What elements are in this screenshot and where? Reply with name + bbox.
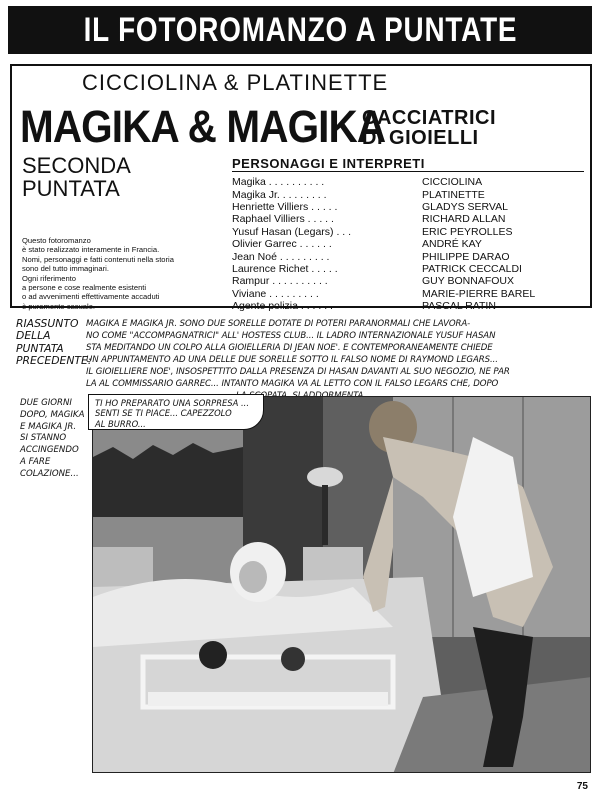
cast-role: Viviane . . . . . . . . . [232, 287, 319, 300]
cast-row [232, 176, 584, 188]
caption-line: DUE GIORNI [20, 398, 72, 408]
recap-line: UN APPUNTAMENTO AD UNA DELLE DUE SORELLE SOTTO IL FALSO NOME DI RAYMOND LEGARS... [86, 355, 498, 365]
cast-actor: ERIC PEYROLLES [422, 225, 513, 238]
stars-line: CICCIOLINA & PLATINETTE [82, 70, 389, 95]
bubble-line: SENTI SE TI PIACE... CAPEZZOLO [95, 408, 232, 419]
story-photo [92, 396, 591, 773]
tree-line [93, 443, 243, 517]
recap-label [16, 317, 92, 368]
cast-row [232, 263, 584, 275]
caption-line: DOPO, MAGIKA [20, 409, 85, 420]
cast-row [232, 201, 584, 213]
series-banner-title: IL FOTOROMANZO A PUNTATE [83, 10, 517, 49]
cast-role: Olivier Garrec . . . . . . [232, 238, 332, 251]
story-subtitle [362, 108, 496, 148]
recap-line: LA AL COMMISSARIO GARREC... INTANTO MAGIKA VA AL LETTO CON IL FALSO LEGARS CHE, DOPO [86, 379, 499, 389]
cast-role: Agente polizia . . . . . . [232, 300, 333, 313]
recap-label-line: PRECEDENTE: [16, 354, 92, 368]
episode-line: PUNTATA [22, 176, 120, 201]
cast-role: Laurence Richet . . . . . [232, 262, 338, 275]
recap-line: STA MEDITANDO UN COLPO ALLA GIOIELLERIA DI JEAN NOE'. E CONTEMPORANEAMENTE CHIEDE [86, 343, 493, 353]
speech-bubble [88, 394, 264, 430]
cast-role: Jean Noé . . . . . . . . . [232, 250, 330, 263]
cast-actor: PATRICK CECCALDI [422, 262, 522, 275]
cast-actor: CICCIOLINA [422, 176, 483, 189]
subtitle-line: DI GIOIELLI [362, 127, 479, 149]
disclaimer-line: o ad avvenimenti effettivamente accaduti [22, 292, 160, 302]
cup [281, 647, 305, 671]
cast-row [232, 250, 584, 262]
recap-label-line: RIASSUNTO [16, 317, 79, 330]
cast-list [232, 176, 584, 312]
teapot [199, 641, 227, 669]
cast-actor: MARIE-PIERRE BAREL [422, 287, 536, 300]
bubble-line: TI HO PREPARATO UNA SORPRESA ... [95, 398, 249, 408]
series-banner [8, 6, 592, 54]
disclaimer-line: Nomi, personaggi e fatti contenuti nella storia [22, 254, 174, 264]
lamp-stand [322, 485, 328, 545]
cast-actor: ANDRÉ KAY [422, 238, 482, 251]
episode-label [22, 154, 131, 200]
disclaimer-line: Ogni riferimento [22, 273, 77, 283]
cast-row [232, 300, 584, 312]
nightstand [93, 547, 153, 587]
cast-row [232, 288, 584, 300]
cast-role: Rampur . . . . . . . . . . [232, 275, 328, 288]
cast-row [232, 238, 584, 250]
cast-actor: PLATINETTE [422, 188, 485, 201]
cast-actor: GLADYS SERVAL [422, 200, 508, 213]
cast-actor: GUY BONNAFOUX [422, 275, 514, 288]
cast-divider [232, 171, 584, 172]
recap-line: IL GIOIELLIERE NOE', INSOSPETTITO DALLA PRESENZA DI HASAN DAVANTI AL SUO NEGOZIO, NE PAR [86, 367, 510, 377]
cast-actor: PASCAL RATIN [422, 300, 496, 313]
recap-label-line: PUNTATA [16, 341, 64, 355]
lamp-shade [307, 467, 343, 487]
caption-line: A FARE [20, 456, 51, 467]
caption-line: SI STANNO [20, 433, 67, 444]
story-title: MAGIKA & MAGIKA [20, 101, 386, 152]
cast-role: Magika . . . . . . . . . . [232, 176, 325, 189]
cast-row [232, 275, 584, 287]
cast-row [232, 213, 584, 225]
cast-heading: PERSONAGGI E INTERPRETI [232, 156, 425, 171]
cast-role: Magika Jr. . . . . . . . . [232, 188, 327, 201]
cast-row [232, 188, 584, 200]
recap-line: MAGIKA E MAGIKA JR. SONO DUE SORELLE DOTATE DI POTERI PARANORMALI CHE LAVORA- [86, 319, 471, 329]
recap-label-line: DELLA [16, 329, 51, 343]
disclaimer-line: sono del tutto immaginari. [22, 264, 109, 274]
recap-line: NO COME "ACCOMPAGNATRICI" ALL' HOSTESS CLUB... IL LADRO INTERNAZIONALE YUSUF HASAN [86, 331, 496, 341]
disclaimer-line: a persone e cose realmente esistenti [22, 283, 147, 293]
photo-illustration [93, 397, 591, 773]
face-figure-bed [239, 561, 267, 593]
disclaimer-line: è puramente casuale. [22, 301, 96, 311]
cast-actor: PHILIPPE DARAO [422, 250, 510, 263]
bubble-line: AL BURRO... [95, 418, 146, 429]
page-number: 75 [576, 781, 588, 792]
recap-text [86, 318, 591, 402]
subtitle-line: CACCIATRICI [362, 107, 497, 129]
fiction-disclaimer [22, 236, 222, 311]
caption-line: COLAZIONE... [20, 468, 79, 479]
caption-line: E MAGIKA JR. [20, 421, 77, 432]
tray-rail [148, 692, 388, 706]
disclaimer-line: Questo fotoromanzo [22, 236, 91, 245]
caption-line: ACCINGENDO [20, 445, 79, 456]
episode-line: SECONDA [22, 153, 131, 178]
cast-actor: RICHARD ALLAN [422, 213, 506, 226]
credits-box [10, 64, 592, 313]
cast-role: Yusuf Hasan (Legars) . . . [232, 225, 352, 238]
cast-row [232, 226, 584, 238]
disclaimer-line: è stato realizzato interamente in Francia. [22, 245, 160, 255]
cast-role: Raphael Villiers . . . . . [232, 213, 334, 226]
cast-role: Henriette Villiers . . . . . [232, 200, 338, 213]
